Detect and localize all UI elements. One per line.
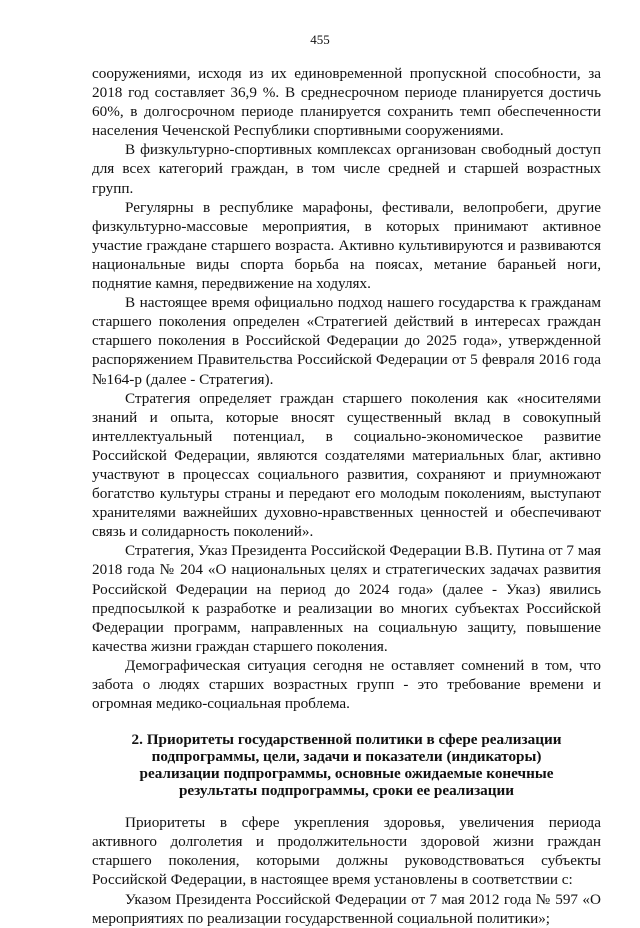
- paragraph-strategy-definition: Стратегия определяет граждан старшего поколения как «носителями знаний и опыта, которые вносят существенный вклад в совокупный интеллектуальный потенциал, в социально-экономическое развитие Российской Федерации, являются создателями материальных благ, активно участвуют в процессах социального развития, сохраняют и приумножают богатство культуры страны и передают его молодым поколениям, выступают хранителями важнейших духовно-нравственных ценностей и обеспечивают связь и солидарность поколений».: [92, 389, 601, 541]
- paragraph-strategy-intro: В настоящее время официально подход нашего государства к гражданам старшего поколения определен «Стратегией действий в интересах граждан старшего поколения в Российской Федерации до 2025 года», утвержденной распоряжением Правительства Российской Федерации от 5 февраля 2016 года №164-р (далее - Стратегия).: [92, 294, 601, 388]
- paragraph-sports-facilities: сооружениями, исходя из их единовременной пропускной способности, за 2018 год составляет 36,9 %. В среднесрочном периоде планируется достичь 60%, в долгосрочном периоде планируется сохранить темп обеспеченности населения Чеченской Республики спортивными сооружениями.: [92, 65, 601, 140]
- document-body: [92, 64, 601, 928]
- section-heading: [92, 731, 601, 799]
- paragraph-free-access: В физкультурно-спортивных комплексах организован свободный доступ для всех категорий граждан, в том числе средней и старшей возрастных групп.: [92, 141, 601, 197]
- paragraph-decree: Стратегия, Указ Президента Российской Федерации В.В. Путина от 7 мая 2018 года № 204 «О национальных целях и стратегических задачах развития Российской Федерации на период до 2024 года» (далее - Указ) явились предпосылкой к разработке и реализации во многих субъектах Российской Федерации программ, направленных на социальную защиту, повышение качества жизни граждан старшего поколения.: [92, 542, 601, 655]
- section-heading-line: результаты подпрограммы, сроки ее реализации: [178, 782, 515, 800]
- section-heading-line: подпрограммы, цели, задачи и показатели (индикаторы): [151, 748, 542, 766]
- paragraph-decree-597: Указом Президента Российской Федерации от 7 мая 2012 года № 597 «О мероприятиях по реализации государственной социальной политики»;: [92, 890, 601, 927]
- page-number: 455: [310, 32, 330, 47]
- paragraph-demography: Демографическая ситуация сегодня не оставляет сомнений в том, что забота о людях старших возрастных групп - это требование времени и огромная медико-социальная проблема.: [92, 656, 601, 713]
- section-heading-line: 2. Приоритеты государственной политики в сфере реализации: [131, 731, 562, 749]
- section-heading-line: реализации подпрограммы, основные ожидаемые конечные: [139, 765, 554, 783]
- paragraph-mass-events: Регулярны в республике марафоны, фестивали, велопробеги, другие физкультурно-массовые мероприятия, в которых принимают активное участие граждане старшего возраста. Активно культивируются и развиваются национальные виды спорта борьба на поясах, метание бараньей ноги, поднятие камня, передвижение на ходулях.: [92, 198, 601, 293]
- paragraph-priorities: Приоритеты в сфере укрепления здоровья, увеличения периода активного долголетия и продолжительности здоровой жизни граждан старшего поколения, которыми должны руководствоваться субъекты Российской Федерации, в настоящее время установлены в соответствии с:: [92, 814, 601, 889]
